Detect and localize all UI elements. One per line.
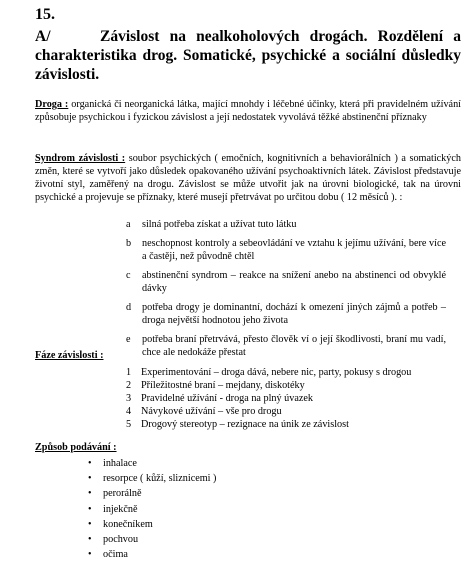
list-item (126, 379, 456, 392)
zpusob-list (88, 456, 388, 562)
list-item (88, 456, 388, 471)
list-item-text: inhalace (103, 458, 137, 469)
list-item (126, 237, 446, 263)
list-marker: e (126, 334, 131, 345)
bullet-icon: • (88, 473, 92, 485)
title-text: Závislost na nealkoholových drogách. Rozdělení a charakteristika drog. Somatické, psychické a sociální důsledky závislosti. (35, 28, 461, 83)
list-item (88, 471, 388, 486)
list-item (88, 532, 388, 547)
list-marker: 3 (126, 393, 132, 404)
faze-heading: Fáze závislosti : (35, 350, 104, 361)
bullet-icon: • (88, 518, 92, 530)
list-item-text: injekčně (103, 503, 138, 515)
list-item-text: pochvou (103, 533, 139, 545)
list-item-text: Příležitostné braní – mejdany, diskotéky (141, 380, 305, 391)
list-item (126, 301, 446, 327)
droga-paragraph (35, 98, 461, 124)
title-prefix: A/ (35, 28, 51, 45)
syndrom-definition: soubor psychických ( emočních, kognitivních a behaviorálních ) a somatických změn, které se vytvoří jako důsledek opakovaného užívání psychoaktivních látek. Závislost představuje životní styl, zaměřený na drogu. Závislost se může utvořit jak na úrovni biologické, tak na úrovni psychické a projevuje se příznaky, které musejí přetrvávat po určitou dobu ( 12 měsíců ). : (35, 153, 461, 203)
bullet-icon: • (88, 503, 92, 515)
list-marker: d (126, 302, 132, 313)
list-item-text: očima (103, 549, 128, 561)
list-item-text: konečníkem (103, 518, 153, 530)
list-item (88, 502, 388, 517)
section-number: 15. (35, 6, 55, 23)
list-item (88, 486, 388, 501)
list-item (126, 405, 456, 418)
bullet-icon: • (88, 488, 92, 500)
list-item-text: Drogový stereotyp – rezignace na únik ze závislost (141, 419, 349, 430)
list-marker: 1 (126, 367, 132, 378)
zpusob-heading: Způsob podávání : (35, 442, 117, 453)
droga-definition: organická či neorganická látka, mající mnohdy i léčebné účinky, která při pravidelném užívání způsobuje psychickou i fyzickou závislost a její nedostatek vyvolává těžké abstinenční příznaky (35, 99, 461, 123)
list-item (88, 547, 388, 562)
list-item-text: abstinenční syndrom – reakce na snížení anebo na abstinenci od obvyklé dávky (142, 270, 446, 294)
bullet-icon: • (88, 549, 92, 561)
list-marker: a (126, 219, 131, 230)
section-title (35, 27, 461, 84)
list-item-text: resorpce ( kůží, sliznicemi ) (103, 473, 217, 485)
syndrom-term: Syndrom závislosti : (35, 153, 126, 164)
bullet-icon: • (88, 458, 92, 469)
list-marker: c (126, 270, 131, 281)
list-item (126, 269, 446, 295)
list-marker: b (126, 238, 132, 249)
list-item (126, 392, 456, 405)
list-item-text: potřeba drogy je dominantní, dochází k omezení jiných zájmů a potřeb – droga největší hodnotou jeho života (142, 302, 446, 326)
list-item (126, 218, 446, 231)
list-item-text: perorálně (103, 488, 142, 500)
faze-list (126, 366, 456, 431)
list-marker: 4 (126, 406, 132, 417)
list-item-text: silná potřeba získat a užívat tuto látku (142, 219, 297, 230)
list-item (126, 366, 456, 379)
list-item (126, 418, 456, 431)
list-item-text: potřeba braní přetrvává, přesto člověk ví o její škodlivosti, braní mu vadí, chce ale nedokáže přestat (142, 334, 446, 358)
bullet-icon: • (88, 533, 92, 545)
list-item (126, 333, 446, 359)
list-marker: 2 (126, 380, 132, 391)
list-item-text: Návykové užívání – vše pro drogu (141, 406, 282, 417)
syndrom-paragraph (35, 152, 461, 204)
droga-term: Droga : (35, 99, 69, 110)
list-item-text: Experimentování – droga dává, nebere nic, party, pokusy s drogou (141, 367, 412, 378)
list-item-text: Pravidelné užívání - droga na plný úvazek (141, 393, 313, 404)
syndrom-criteria-list (126, 218, 446, 365)
list-marker: 5 (126, 419, 132, 430)
list-item (88, 517, 388, 532)
list-item-text: neschopnost kontroly a sebeovládání ve vztahu k jejímu užívání, bere více a častěji, než původně chtěl (142, 238, 446, 262)
